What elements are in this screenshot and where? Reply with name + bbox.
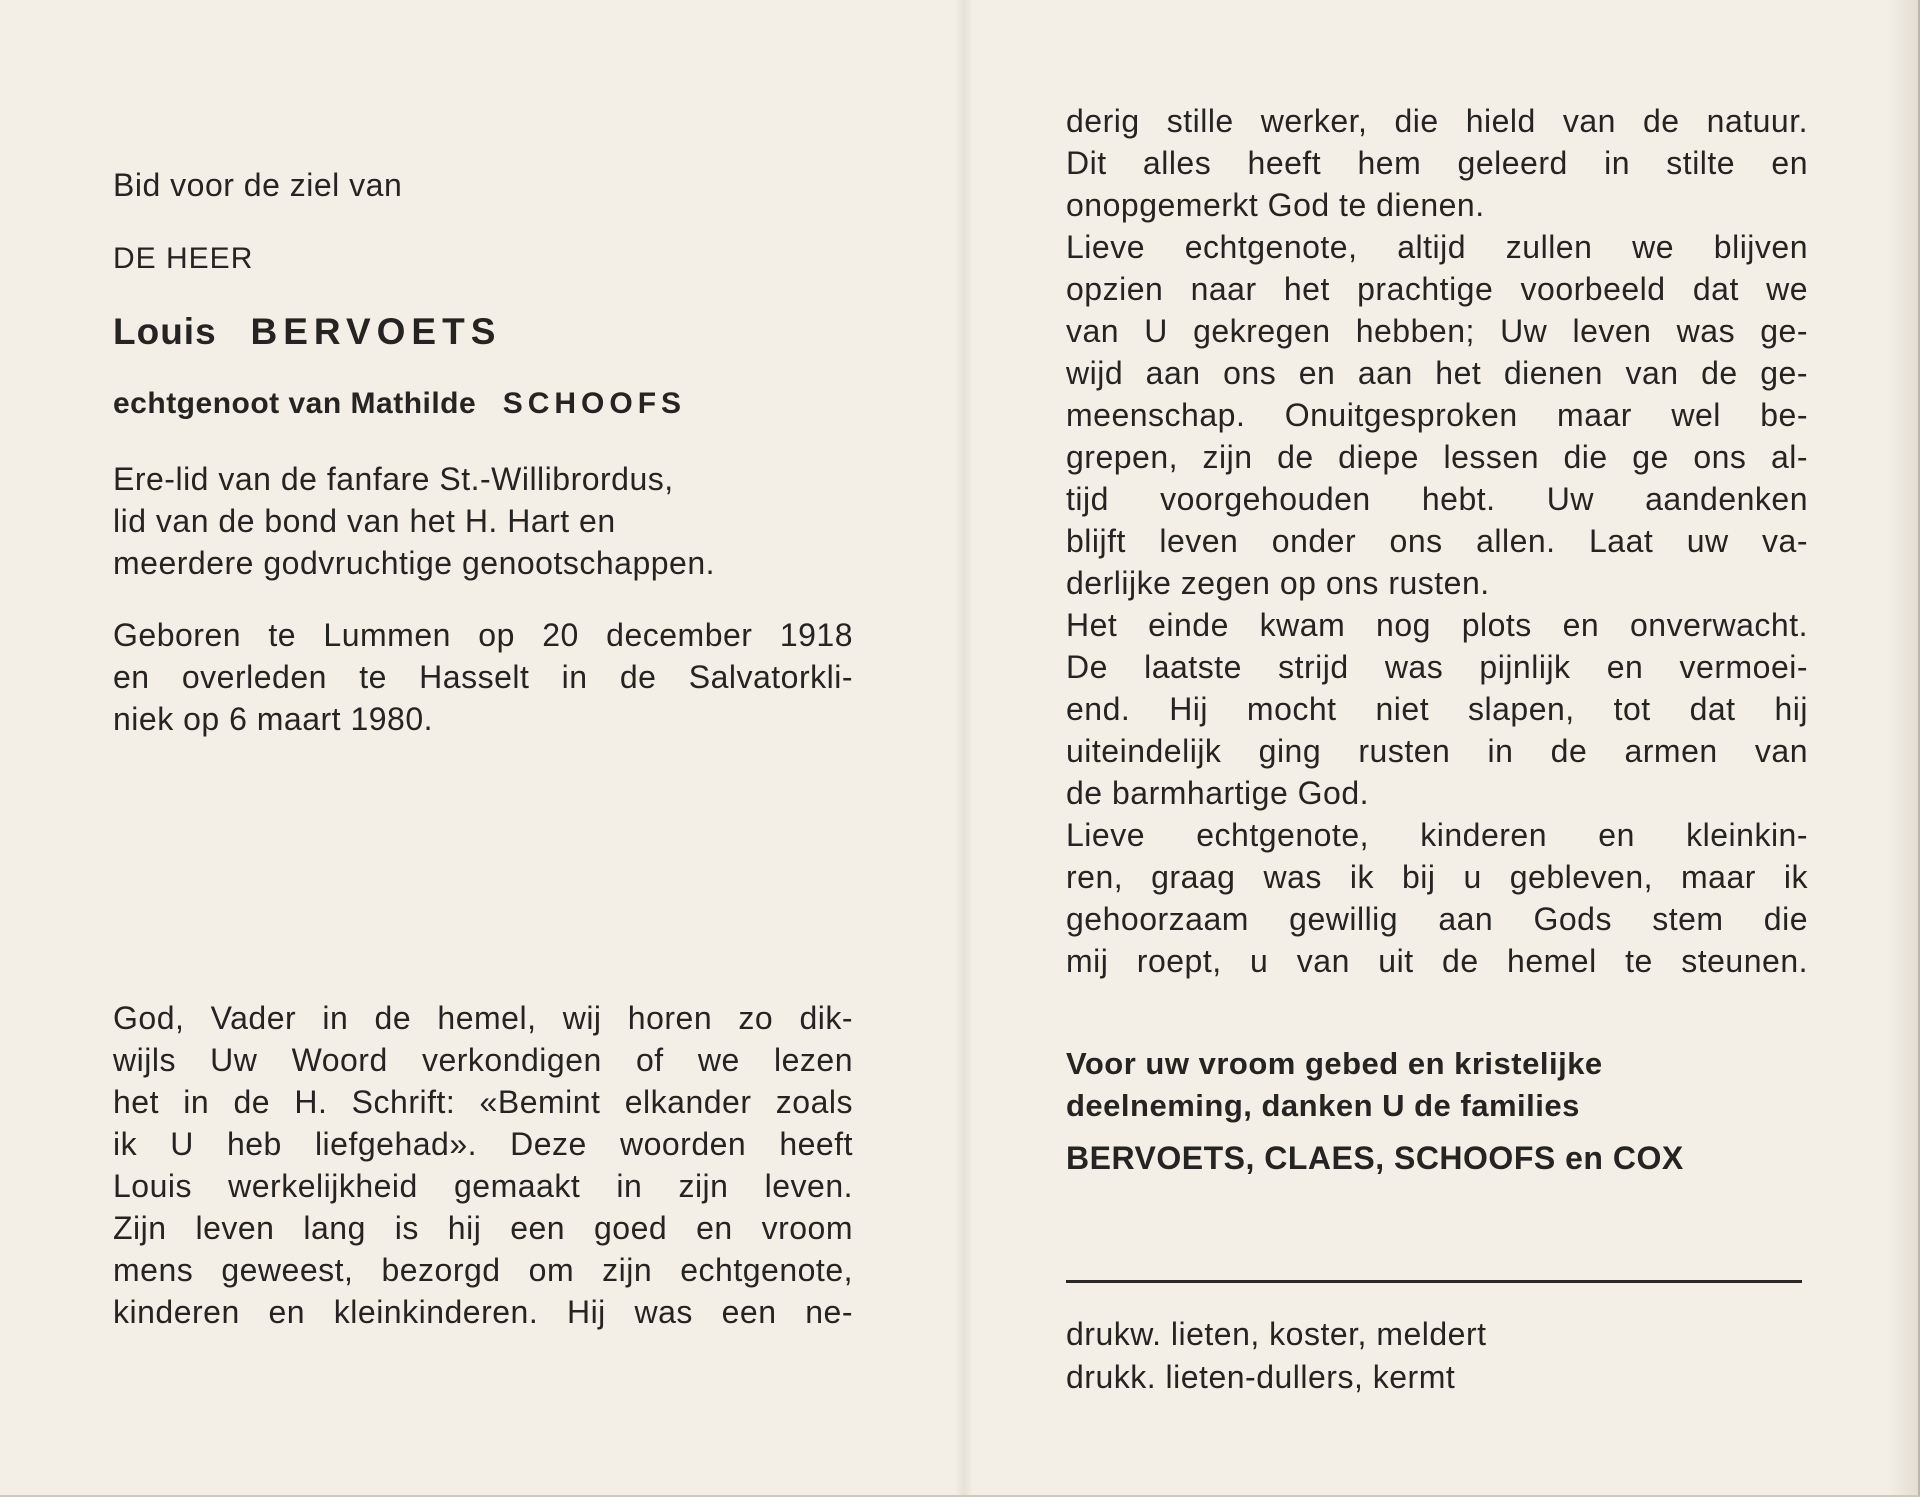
- membership-line: Ere-lid van de fanfare St.-Willibrordus,: [113, 461, 674, 497]
- printer-line: drukk. lieten-dullers, kermt: [1066, 1359, 1456, 1395]
- birth-death-line: niek op 6 maart 1980.: [113, 701, 434, 737]
- text-line: wijd aan ons en aan het dienen van de ge-: [1066, 355, 1808, 391]
- title-heer: DE HEER: [113, 242, 254, 275]
- text-line: gehoorzaam gewillig aan Gods stem die: [1066, 901, 1808, 937]
- deceased-name: [113, 311, 501, 353]
- thanks-line: Voor uw vroom gebed en kristelijke: [1066, 1046, 1603, 1081]
- text-line: Het einde kwam nog plots en onverwacht.: [1066, 607, 1808, 643]
- meditation-line: ik U heb liefgehad». Deze woorden heeft: [113, 1126, 853, 1162]
- text-line: Lieve echtgenote, altijd zullen we blijven: [1066, 229, 1808, 265]
- membership-line: meerdere godvruchtige genootschappen.: [113, 545, 716, 581]
- divider-rule: [1066, 1280, 1802, 1283]
- text-line: Lieve echtgenote, kinderen en kleinkin-: [1066, 817, 1808, 853]
- meditation-line: Louis werkelijkheid gemaakt in zijn leven.: [113, 1168, 853, 1204]
- text-line: ren, graag was ik bij u gebleven, maar ik: [1066, 859, 1808, 895]
- first-name: Louis: [113, 311, 217, 352]
- text-line: uiteindelijk ging rusten in de armen van: [1066, 733, 1808, 769]
- text-line: van U gekregen hebben; Uw leven was ge-: [1066, 313, 1808, 349]
- text-line: opzien naar het prachtige voorbeeld dat we: [1066, 271, 1808, 307]
- meditation-line: kinderen en kleinkinderen. Hij was een ne-: [113, 1294, 853, 1330]
- meditation-line: het in de H. Schrift: «Bemint elkander zoals: [113, 1084, 853, 1120]
- birth-death-line: en overleden te Hasselt in de Salvatorkli-: [113, 659, 853, 695]
- membership-line: lid van de bond van het H. Hart en: [113, 503, 616, 539]
- meditation-line: mens geweest, bezorgd om zijn echtgenote,: [113, 1252, 853, 1288]
- text-line: de barmhartige God.: [1066, 775, 1369, 811]
- spouse-surname: SCHOOFS: [502, 387, 687, 420]
- text-line: Dit alles heeft hem geleerd in stilte en: [1066, 145, 1808, 181]
- text-line: end. Hij mocht niet slapen, tot dat hij: [1066, 691, 1808, 727]
- thanks-line: deelneming, danken U de families: [1066, 1088, 1580, 1123]
- text-line: tijd voorgehouden hebt. Uw aandenken: [1066, 481, 1808, 517]
- text-line: meenschap. Onuitgesproken maar wel be-: [1066, 397, 1808, 433]
- text-line: De laatste strijd was pijnlijk en vermoei-: [1066, 649, 1808, 685]
- text-line: grepen, zijn de diepe lessen die ge ons al-: [1066, 439, 1808, 475]
- text-line: derig stille werker, die hield van de natuur.: [1066, 103, 1808, 139]
- meditation-line: God, Vader in de hemel, wij horen zo dik-: [113, 1000, 853, 1036]
- birth-death-line: Geboren te Lummen op 20 december 1918: [113, 617, 853, 653]
- text-line: blijft leven onder ons allen. Laat uw va-: [1066, 523, 1808, 559]
- meditation-line: wijls Uw Woord verkondigen of we lezen: [113, 1042, 853, 1078]
- card-fold: [955, 0, 973, 1497]
- printer-line: drukw. lieten, koster, meldert: [1066, 1316, 1487, 1352]
- text-line: mij roept, u van uit de hemel te steunen.: [1066, 943, 1808, 979]
- text-line: derlijke zegen op ons rusten.: [1066, 565, 1490, 601]
- text-line: onopgemerkt God te dienen.: [1066, 187, 1485, 223]
- surname: BERVOETS: [250, 311, 502, 352]
- spouse-line: [113, 383, 686, 425]
- spouse-prefix: echtgenoot van Mathilde: [113, 387, 477, 420]
- card-edge-shadow: [1888, 0, 1918, 1497]
- left-panel: [113, 0, 853, 1497]
- right-panel: [1066, 0, 1811, 1497]
- prayer-intro: Bid voor de ziel van: [113, 167, 403, 203]
- families-line: BERVOETS, CLAES, SCHOOFS en COX: [1066, 1140, 1684, 1176]
- meditation-line: Zijn leven lang is hij een goed en vroom: [113, 1210, 853, 1246]
